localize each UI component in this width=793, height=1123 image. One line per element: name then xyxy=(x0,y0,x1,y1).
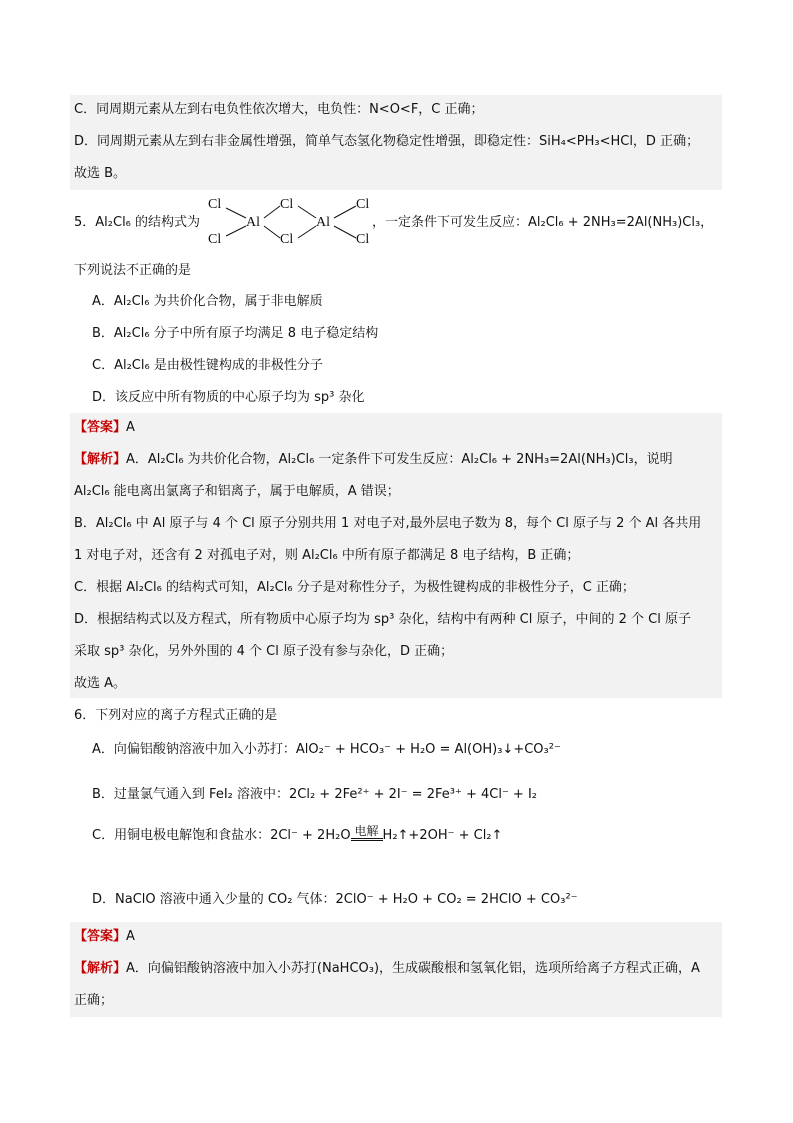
condition-label: 电解 xyxy=(354,824,379,838)
cl-atom: Cl xyxy=(208,197,222,212)
question-5-stem-start: 5．Al₂Cl₆ 的结构式为 xyxy=(74,215,201,230)
conclusion-line: 故选 A。 xyxy=(74,676,127,691)
cl-atom: Cl xyxy=(356,197,370,212)
analysis-line xyxy=(74,960,700,978)
bond xyxy=(334,206,356,218)
answer-line xyxy=(74,928,135,946)
question-5-option-b: B．Al₂Cl₆ 分子中所有原子均满足 8 电子稳定结构 xyxy=(92,326,379,341)
option-c-text: C．用铜电极电解饱和食盐水：2Cl⁻ + 2H₂O xyxy=(92,828,351,843)
option-c-products: H₂↑+2OH⁻ + Cl₂↑ xyxy=(382,828,503,843)
analysis-line: 正确； xyxy=(74,993,114,1008)
bond xyxy=(334,226,356,238)
answer-tag: 【答案】 xyxy=(74,929,127,944)
bond xyxy=(298,206,316,218)
analysis-line-d: D．同周期元素从左到右非金属性增强，简单气态氢化物稳定性增强，即稳定性：SiH₄<PH₃<HCl，D 正确； xyxy=(74,134,700,149)
answer-value: A xyxy=(126,929,135,944)
cl-atom: Cl xyxy=(208,232,222,247)
question-6-option-a: A．向偏铝酸钠溶液中加入小苏打：AlO₂⁻ + HCO₃⁻ + H₂O = Al(OH)₃↓+CO₃²⁻ xyxy=(92,742,561,757)
answer-line xyxy=(74,419,135,437)
bond xyxy=(226,226,246,236)
answer-tag: 【答案】 xyxy=(74,420,127,435)
question-5-stem xyxy=(74,214,200,232)
conclusion-line: 故选 B。 xyxy=(74,166,127,181)
analysis-text: A．向偏铝酸钠溶液中加入小苏打(NaHCO₃)，生成碳酸根和氢氧化铝，选项所给离子方程式正确，A xyxy=(126,961,700,976)
question-5-stem-tail: ，一定条件下可发生反应：Al₂Cl₆ + 2NH₃=2Al(NH₃)Cl₃， xyxy=(372,215,714,230)
cl-atom: Cl xyxy=(280,232,294,247)
bond xyxy=(298,226,316,238)
equal-sign xyxy=(351,838,383,841)
question-5-option-d: D．该反应中所有物质的中心原子均为 sp³ 杂化 xyxy=(92,390,365,405)
reaction-condition xyxy=(351,824,383,847)
cl-atom: Cl xyxy=(356,232,370,247)
bond xyxy=(264,226,280,238)
question-5-prompt: 下列说法不正确的是 xyxy=(74,263,192,278)
al2cl6-structure-diagram xyxy=(206,192,381,248)
analysis-line: Al₂Cl₆ 能电离出氯离子和铝离子，属于电解质，A 错误； xyxy=(74,484,400,499)
analysis-text: A．Al₂Cl₆ 为共价化合物，Al₂Cl₆ 一定条件下可发生反应：Al₂Cl₆ + 2NH₃=2Al(NH₃)Cl₃，说明 xyxy=(126,452,673,467)
analysis-line: C．根据 Al₂Cl₆ 的结构式可知，Al₂Cl₆ 分子是对称性分子，为极性键构成的非极性分子，C 正确； xyxy=(74,580,635,595)
analysis-tag: 【解析】 xyxy=(74,961,127,976)
bond xyxy=(226,208,246,218)
analysis-line: B．Al₂Cl₆ 中 Al 原子与 4 个 Cl 原子分别共用 1 对电子对,最外层电子数为 8，每个 Cl 原子与 2 个 Al 各共用 xyxy=(74,516,702,531)
question-5-option-c: C．Al₂Cl₆ 是由极性键构成的非极性分子 xyxy=(92,358,323,373)
answer-value: A xyxy=(126,420,135,435)
cl-atom: Cl xyxy=(280,197,294,212)
analysis-line: D．根据结构式以及方程式，所有物质中心原子均为 sp³ 杂化，结构中有两种 Cl 原子，中间的 2 个 Cl 原子 xyxy=(74,612,691,627)
al-atom: Al xyxy=(246,215,260,230)
analysis-tag: 【解析】 xyxy=(74,452,127,467)
bond xyxy=(264,206,280,218)
analysis-line xyxy=(74,451,673,469)
question-6-option-b: B．过量氯气通入到 FeI₂ 溶液中：2Cl₂ + 2Fe²⁺ + 2I⁻ = 2Fe³⁺ + 4Cl⁻ + I₂ xyxy=(92,787,538,802)
analysis-line: 1 对电子对，还含有 2 对孤电子对，则 Al₂Cl₆ 中所有原子都满足 8 电子结构，B 正确； xyxy=(74,548,580,563)
question-6-option-d: D．NaClO 溶液中通入少量的 CO₂ 气体：2ClO⁻ + H₂O + CO₂ = 2HClO + CO₃²⁻ xyxy=(92,892,578,907)
question-6-option-c xyxy=(92,824,502,847)
analysis-line: 采取 sp³ 杂化，另外外围的 4 个 Cl 原子没有参与杂化，D 正确； xyxy=(74,644,454,659)
question-5-option-a: A．Al₂Cl₆ 为共价化合物，属于非电解质 xyxy=(92,294,323,309)
analysis-line-c: C．同周期元素从左到右电负性依次增大，电负性：N<O<F，C 正确； xyxy=(74,102,484,117)
al-atom: Al xyxy=(316,215,330,230)
question-6-stem: 6．下列对应的离子方程式正确的是 xyxy=(74,708,278,723)
